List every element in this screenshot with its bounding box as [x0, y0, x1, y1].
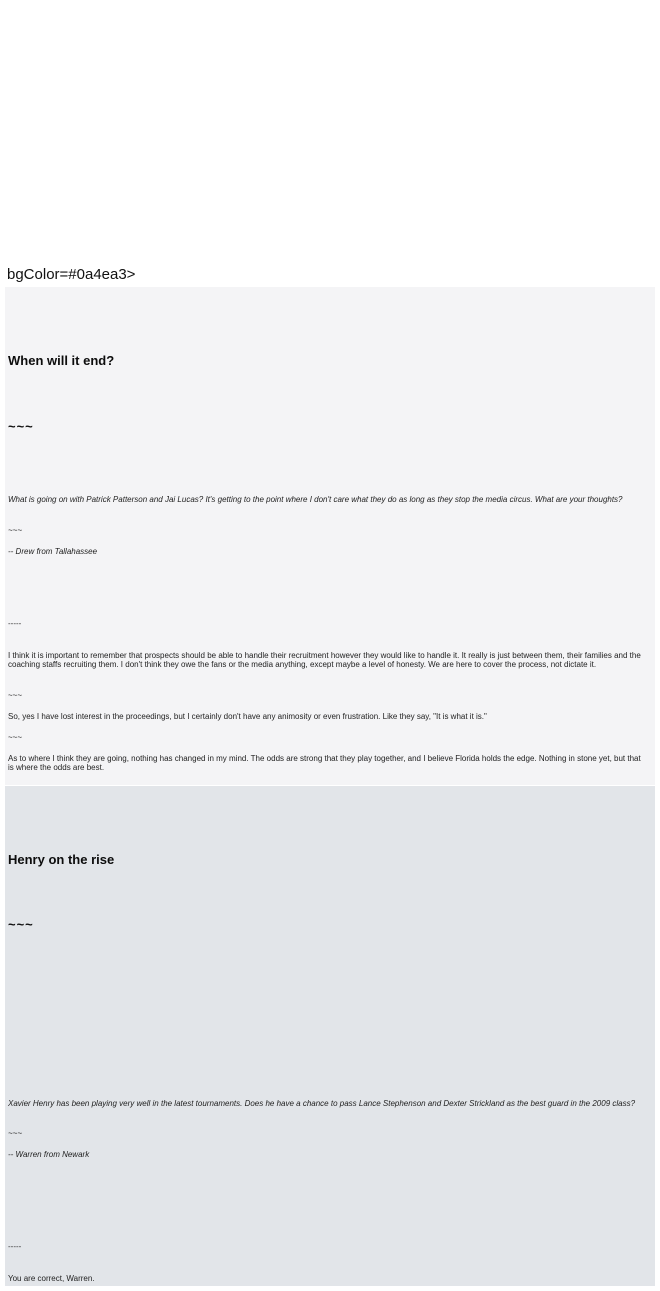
- answer-paragraph: I think it is important to remember that prospects should be able to handle their recruitment however they would like to handle it. It really is just between them, their families and the coaching staffs recruiting them. I don't think they owe the fans or the media anything, except maybe a level of honesty. We are here to cover the process, not dictate it.: [8, 651, 641, 669]
- article-title: Henry on the rise: [8, 852, 115, 867]
- answer-divider: -----: [8, 1242, 22, 1251]
- answer-separator: ~~~: [8, 733, 23, 742]
- title-separator: ~~~: [8, 917, 34, 932]
- answer-separator: ~~~: [8, 691, 23, 700]
- article-title: When will it end?: [8, 353, 115, 368]
- answer-divider: -----: [8, 619, 22, 628]
- answer-paragraph: As to where I think they are going, nothing has changed in my mind. The odds are strong that they play together, and I believe Florida holds the edge. Nothing in stone yet, but that is where the odds are best.: [8, 754, 641, 772]
- answer-paragraph: So, yes I have lost interest in the proceedings, but I certainly don't have any animosity or even frustration. Like they say, "It is what it is.": [8, 712, 487, 721]
- reader-signature: -- Warren from Newark: [8, 1150, 90, 1159]
- article-henry-on-the-rise: [5, 786, 655, 1286]
- article-when-will-it-end: [5, 287, 655, 785]
- answer-paragraph: You are correct, Warren.: [8, 1274, 95, 1283]
- reader-signature: -- Drew from Tallahassee: [8, 547, 98, 556]
- stray-markup-text: bgColor=#0a4ea3>: [7, 266, 136, 283]
- reader-question: What is going on with Patrick Patterson and Jai Lucas? It's getting to the point where I don't care what they do as long as they stop the media circus. What are your thoughts?: [8, 495, 623, 504]
- title-separator: ~~~: [8, 419, 34, 434]
- question-separator: ~~~: [8, 526, 23, 535]
- question-separator: ~~~: [8, 1129, 23, 1138]
- reader-question: Xavier Henry has been playing very well in the latest tournaments. Does he have a chance to pass Lance Stephenson and Dexter Strickland as the best guard in the 2009 class?: [8, 1099, 636, 1108]
